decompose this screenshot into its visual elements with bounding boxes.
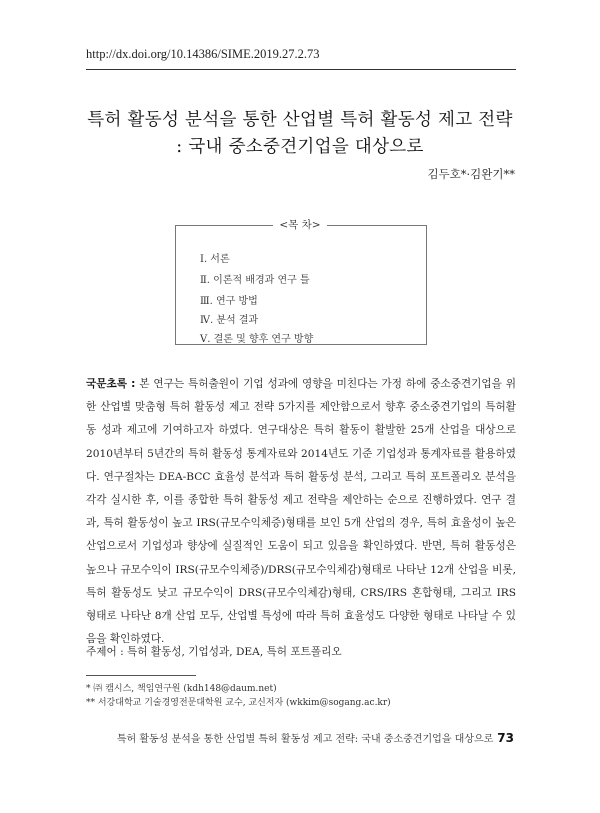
toc-item: Ⅱ. 이론적 배경과 연구 틀 [200,275,310,286]
abstract-label: 국문초록 : [86,378,136,390]
toc-item: Ⅴ. 결론 및 향후 연구 방향 [200,334,314,345]
toc-item: Ⅲ. 연구 방법 [200,296,258,307]
paper-title-line1: 특허 활동성 분석을 통한 산업별 특허 활동성 제고 전략 [87,110,513,130]
running-footer [117,730,514,745]
running-footer-title: 특허 활동성 분석을 통한 산업별 특허 활동성 제고 전략: 국내 중소중견기업을 대상으로 [116,734,494,745]
author-names: 김두호*·김완기** [427,167,515,181]
toc-heading-text: <목 차> [273,219,326,231]
paper-title-line2: : 국내 중소중견기업을 대상으로 [176,137,424,157]
page-number: 73 [497,731,514,745]
toc-item: Ⅰ. 서론 [200,254,230,265]
toc-heading [0,217,600,232]
footnote-author1: * ㈜ 캠시스, 책임연구원 (kdh148@daum.net) [86,684,277,694]
abstract-text: 본 연구는 특허출원이 기업 성과에 영향을 미친다는 가정 하에 중소중견기업을 위한 산업별 맞춤형 특허 활동성 제고 전략 5가지를 제안함으로서 향후 중소중견기업의 특허활동 성과 제고에 기여하고자 하였다. 연구대상은 특허 활동이 활발한 25개 산업을 대상으로 2010년부터 5년간의 특허 활동성 통계자료와 2014년도 기준 기업성과 통계자료를 활용하였다. 연구절차는 DEA-BCC 효율성 분석과 특허 활동성 분석, 그리고 특허 포트폴리오 분석을 각각 실시한 후, 이를 종합한 특허 활동성 제고 전략을 제안하는 순으로 진행하였다. 연구 결과, 특허 활동성이 높고 IRS(규모수익체증)형태를 보인 5개 산업의 경우, 특허 효율성이 높은 산업으로서 기업성과 향상에 실질적인 도움이 되고 있음을 확인하였다. 반면, 특허 활동성은 높으나 규모수익이 IRS(규모수익체증)/DRS(규모수익체감)형태로 나타난 12개 산업을 비롯, 특허 활동성도 낮고 규모수익이 DRS(규모수익체감)형태, CRS/IRS 혼합형태, 그리고 IRS 형태로 나타난 8개 산업 모두, 산업별 특성에 따라 특허 효율성도 다양한 형태로 나타날 수 있음을 확인하였다. [86,378,516,646]
doi-link[interactable]: http://dx.doi.org/10.14386/SIME.2019.27.2.73 [86,47,320,61]
abstract-paragraph [86,373,516,651]
toc-item: Ⅳ. 분석 결과 [200,315,259,326]
footnote-rule [86,675,196,676]
header-rule [86,69,516,70]
footnote-author2: ** 서강대학교 기술경영전문대학원 교수, 교신저자 (wkkim@sogang.ac.kr) [86,698,391,708]
keywords: 주제어 : 특허 활동성, 기업성과, DEA, 특허 포트폴리오 [86,646,342,658]
